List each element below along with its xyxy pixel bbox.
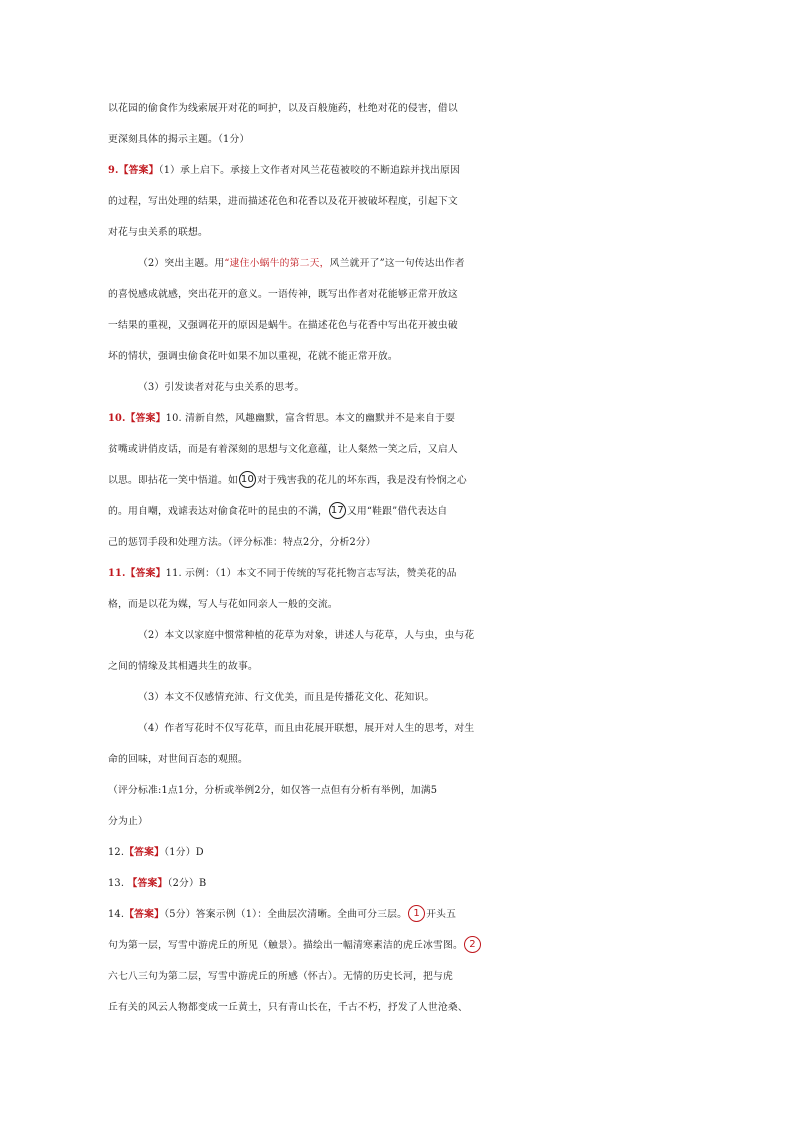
- line-text: 又用“鞋跟”借代表达自: [346, 506, 448, 517]
- line-text: 六七八三句为第二层，写雪中游虎丘的所感（怀古）。无情的历史长河，把与虎: [108, 971, 453, 982]
- text-line: [108, 811, 698, 833]
- line-text: 10. 清新自然，风趣幽默，富含哲思。本文的幽默并不是来自于耍: [165, 413, 456, 424]
- circled-number: 1: [408, 905, 425, 922]
- line-text: 的喜悦感成就感，突出花开的意义。一语传神，既写出作者对花能够正常开放这: [108, 289, 458, 300]
- line-text: （2分）B: [167, 878, 207, 889]
- line-text: 对花与虫关系的联想。: [108, 227, 208, 238]
- line-text: 句为第一层，写雪中游虎丘的所见（触景）。描绘出一幅清寒素洁的虎丘冰雪图。: [108, 940, 463, 951]
- text-line: [108, 191, 698, 213]
- text-line: [138, 253, 728, 275]
- text-line: [108, 98, 698, 120]
- text-line: [108, 780, 698, 802]
- answer-14-line: [108, 904, 698, 926]
- question-number: 11.: [108, 568, 126, 579]
- line-text: 命的回味，对世间百态的观照。: [108, 754, 248, 765]
- text-line: [108, 997, 698, 1019]
- line-text: （评分标准:1点1分，分析或举例2分，如仅答一点但有分析有举例，加满5: [108, 785, 438, 796]
- answer-label: 【答案】: [125, 568, 166, 579]
- text-line: [108, 656, 698, 678]
- line-text: 更深刻具体的揭示主题。（1分）: [108, 134, 250, 145]
- text-line: [138, 377, 728, 399]
- answer-10-line: [108, 408, 698, 430]
- question-number: 10.: [108, 413, 126, 424]
- line-text: 对于残害我的花儿的坏东西，我是没有怜悯之心: [256, 475, 467, 486]
- line-text: 一结果的重视，又强调花开的原因是蜗牛。在描述花色与花香中写出花开被虫破: [108, 320, 458, 331]
- text-line: [108, 315, 698, 337]
- answer-9-line: [108, 160, 698, 182]
- text-line: [138, 625, 728, 647]
- text-line: [108, 284, 698, 306]
- text-line: [108, 470, 698, 492]
- line-text: 丘有关的风云人物都变成一丘黄土，只有青山长在，千古不朽，抒发了人世沧桑、: [108, 1002, 468, 1013]
- answer-13-line: [108, 873, 698, 895]
- text-line: [138, 687, 728, 709]
- text-line: [108, 966, 698, 988]
- text-line: [138, 718, 728, 740]
- quoted-text: “逮住小蜗牛的第二天，: [224, 258, 330, 269]
- line-text: 开头五: [426, 909, 457, 920]
- line-text: 的过程，写出处理的结果，进而描述花色和花香以及花开被破坏程度，引起下文: [108, 196, 458, 207]
- text-line: [108, 501, 698, 523]
- text-line: [108, 222, 698, 244]
- text-line: [108, 594, 698, 616]
- line-text: 11. 示例：（1）本文不同于传统的写花托物言志写法，赞美花的品: [165, 568, 457, 579]
- line-text: 风兰就开了”这一句传达出作者: [329, 258, 465, 269]
- circled-number: 10: [239, 471, 256, 488]
- text-line: [108, 935, 698, 957]
- text-line: [108, 749, 698, 771]
- answer-label: 【答案】: [124, 847, 165, 858]
- line-text: 以思。即拈花一笑中悟道。如: [108, 475, 238, 486]
- answer-label: 【答案】: [118, 165, 159, 176]
- line-text: （5分）答案示例（1）：全曲层次清晰。全曲可分三层。: [164, 909, 408, 920]
- line-text: 贫嘴或讲俏皮话，而是有着深刻的思想与文化意蕴，让人粲然一笑之后，又启人: [108, 444, 458, 455]
- line-text: （4）作者写花时不仅写花草，而且由花展开联想，展开对人生的思考，对生: [138, 723, 475, 734]
- answer-label: 【答案】: [124, 909, 165, 920]
- question-number: 12.: [108, 847, 125, 858]
- answer-11-line: [108, 563, 698, 585]
- answer-label: 【答案】: [127, 878, 168, 889]
- text-line: [108, 346, 698, 368]
- line-text: （2）本文以家庭中惯常种植的花草为对象，讲述人与花草，人与虫，虫与花: [138, 630, 475, 641]
- question-number: 9.: [108, 165, 119, 176]
- text-line: [108, 532, 698, 554]
- text-line: [108, 129, 698, 151]
- answer-label: 【答案】: [125, 413, 166, 424]
- question-number: 13.: [108, 878, 125, 889]
- line-text: 坏的情状，强调虫偷食花叶如果不加以重视，花就不能正常开放。: [108, 351, 398, 362]
- line-text: 之间的情缘及其相遇共生的故事。: [108, 661, 258, 672]
- line-text: （2）突出主题。用: [138, 258, 225, 269]
- line-text: 的。用自嘲，戏谑表达对偷食花叶的昆虫的不满，: [108, 506, 328, 517]
- line-text: 己的惩罚手段和处理方法。（评分标准：特点2分，分析2分）: [108, 537, 376, 548]
- line-text: （3）本文不仅感情充沛、行文优美，而且是传播花文化、花知识。: [138, 692, 435, 703]
- question-number: 14.: [108, 909, 125, 920]
- text-line: [108, 439, 698, 461]
- circled-number: 17: [329, 502, 346, 519]
- line-text: 分为止）: [108, 816, 148, 827]
- answer-12-line: [108, 842, 698, 864]
- line-text: 格，而是以花为媒，写人与花如同亲人一般的交流。: [108, 599, 338, 610]
- line-text: （1分）D: [164, 847, 204, 858]
- line-text: （3）引发读者对花与虫关系的思考。: [138, 382, 305, 393]
- line-text: 以花园的偷食作为线索展开对花的呵护，以及百般施药，杜绝对花的侵害，借以: [108, 103, 458, 114]
- circled-number: 2: [464, 936, 481, 953]
- line-text: （1）承上启下。承接上文作者对风兰花苞被咬的不断追踪并找出原因: [158, 165, 461, 176]
